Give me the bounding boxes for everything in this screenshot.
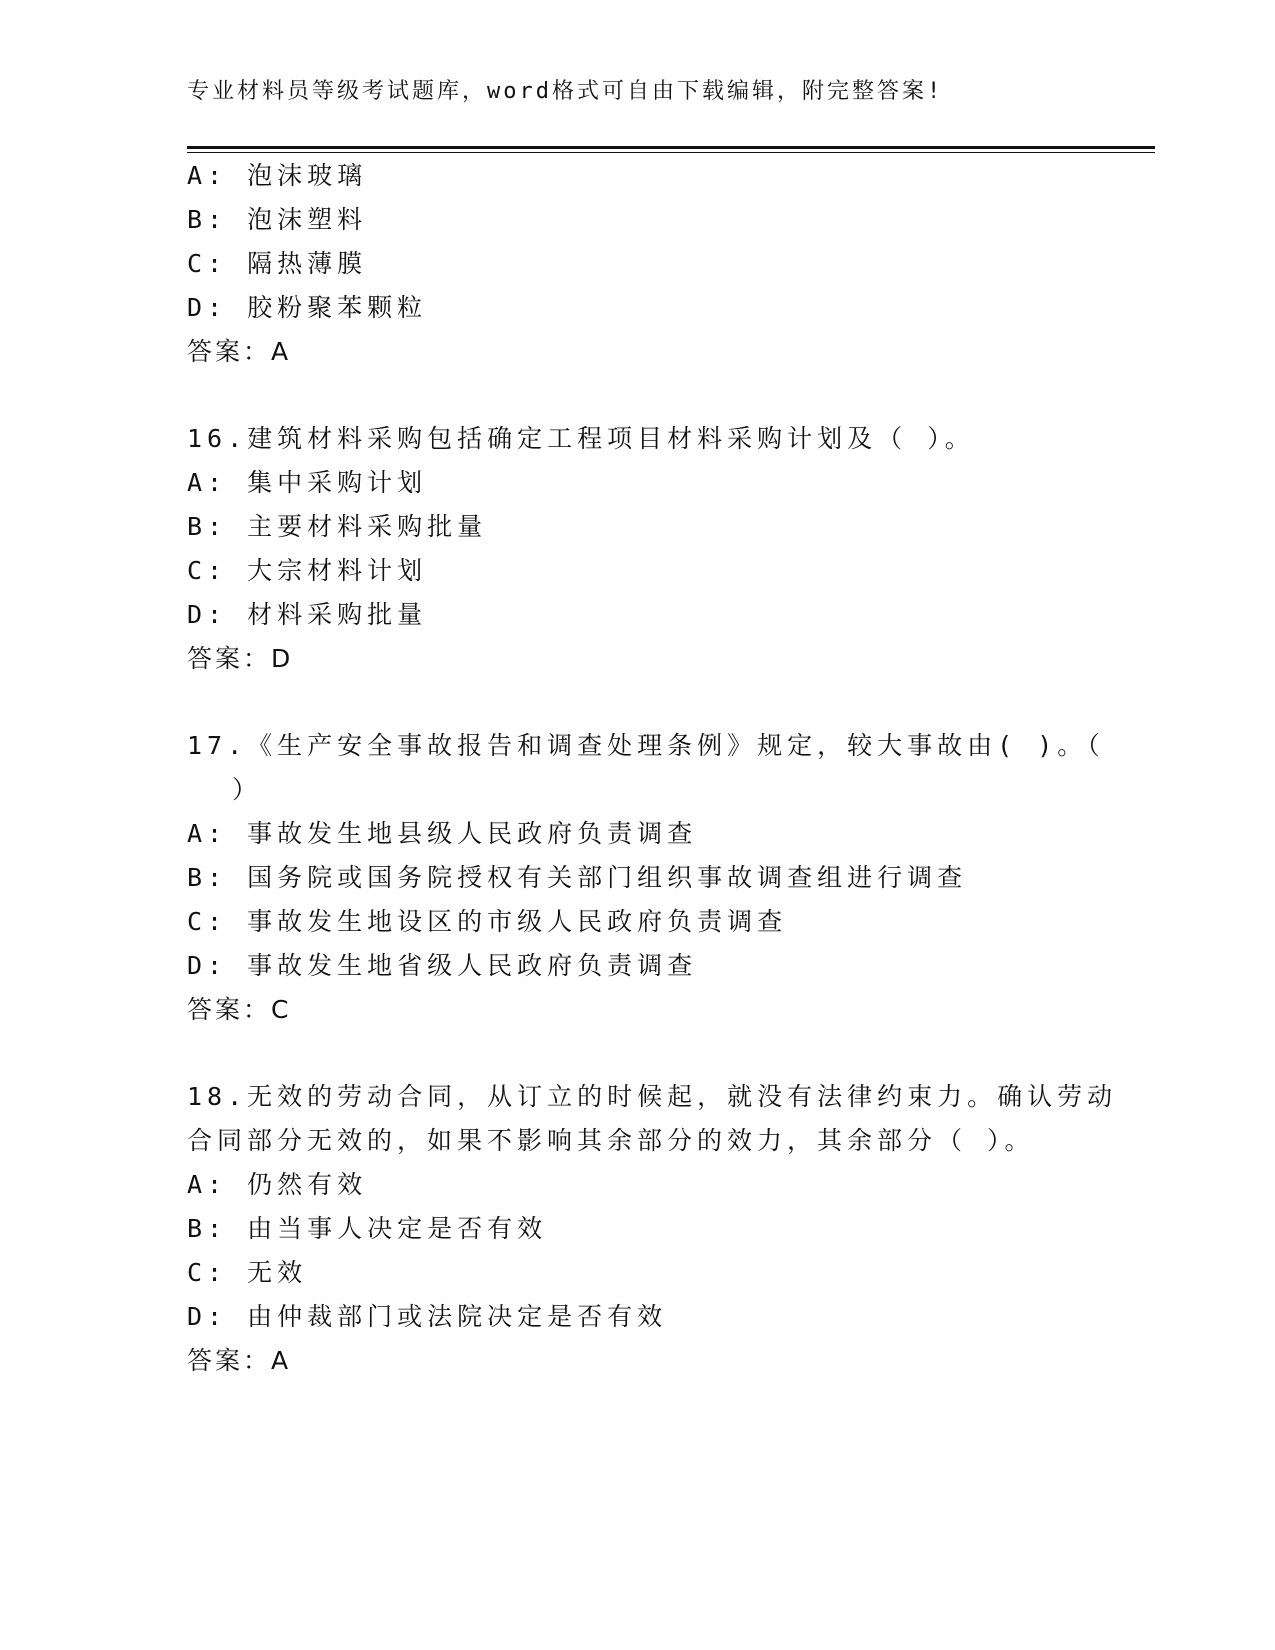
q15-option-b: B: 泡沫塑料	[187, 205, 368, 234]
q17-stem-line-2: ）	[232, 775, 263, 804]
q18-option-d: D: 由仲裁部门或法院决定是否有效	[187, 1302, 668, 1331]
q18-option-c: C: 无效	[187, 1258, 308, 1287]
q15-option-c: C: 隔热薄膜	[187, 249, 368, 278]
q18-option-a: A: 仍然有效	[187, 1170, 368, 1199]
header-rule-thick	[187, 146, 1155, 149]
q17-answer: 答案：C	[187, 995, 292, 1024]
q15-answer: 答案：A	[187, 337, 292, 366]
q16-option-b: B: 主要材料采购批量	[187, 512, 488, 541]
q16-answer: 答案：D	[187, 644, 294, 673]
q15-option-d: D: 胶粉聚苯颗粒	[187, 293, 428, 322]
q18-stem-line-1: 18.无效的劳动合同，从订立的时候起，就没有法律约束力。确认劳动	[187, 1082, 1118, 1111]
q17-option-c: C: 事故发生地设区的市级人民政府负责调查	[187, 907, 788, 936]
q16-option-c: C: 大宗材料计划	[187, 556, 428, 585]
q18-answer: 答案：A	[187, 1346, 292, 1375]
q17-option-d: D: 事故发生地省级人民政府负责调查	[187, 951, 698, 980]
q17-option-b: B: 国务院或国务院授权有关部门组织事故调查组进行调查	[187, 863, 968, 892]
header-rule-thin	[187, 152, 1155, 153]
q16-option-a: A: 集中采购计划	[187, 468, 428, 497]
q16-stem-line-1: 16.建筑材料采购包括确定工程项目材料采购计划及（ ）。	[187, 424, 975, 453]
q18-stem-line-2: 合同部分无效的，如果不影响其余部分的效力，其余部分（ ）。	[187, 1126, 1035, 1155]
q18-option-b: B: 由当事人决定是否有效	[187, 1214, 548, 1243]
page-header: 专业材料员等级考试题库，word格式可自由下载编辑，附完整答案!	[187, 79, 944, 104]
q15-option-a: A: 泡沫玻璃	[187, 161, 368, 190]
q16-option-d: D: 材料采购批量	[187, 600, 428, 629]
q17-stem-line-1: 17.《生产安全事故报告和调查处理条例》规定，较大事故由( )。（	[187, 731, 1105, 760]
q17-option-a: A: 事故发生地县级人民政府负责调查	[187, 819, 698, 848]
